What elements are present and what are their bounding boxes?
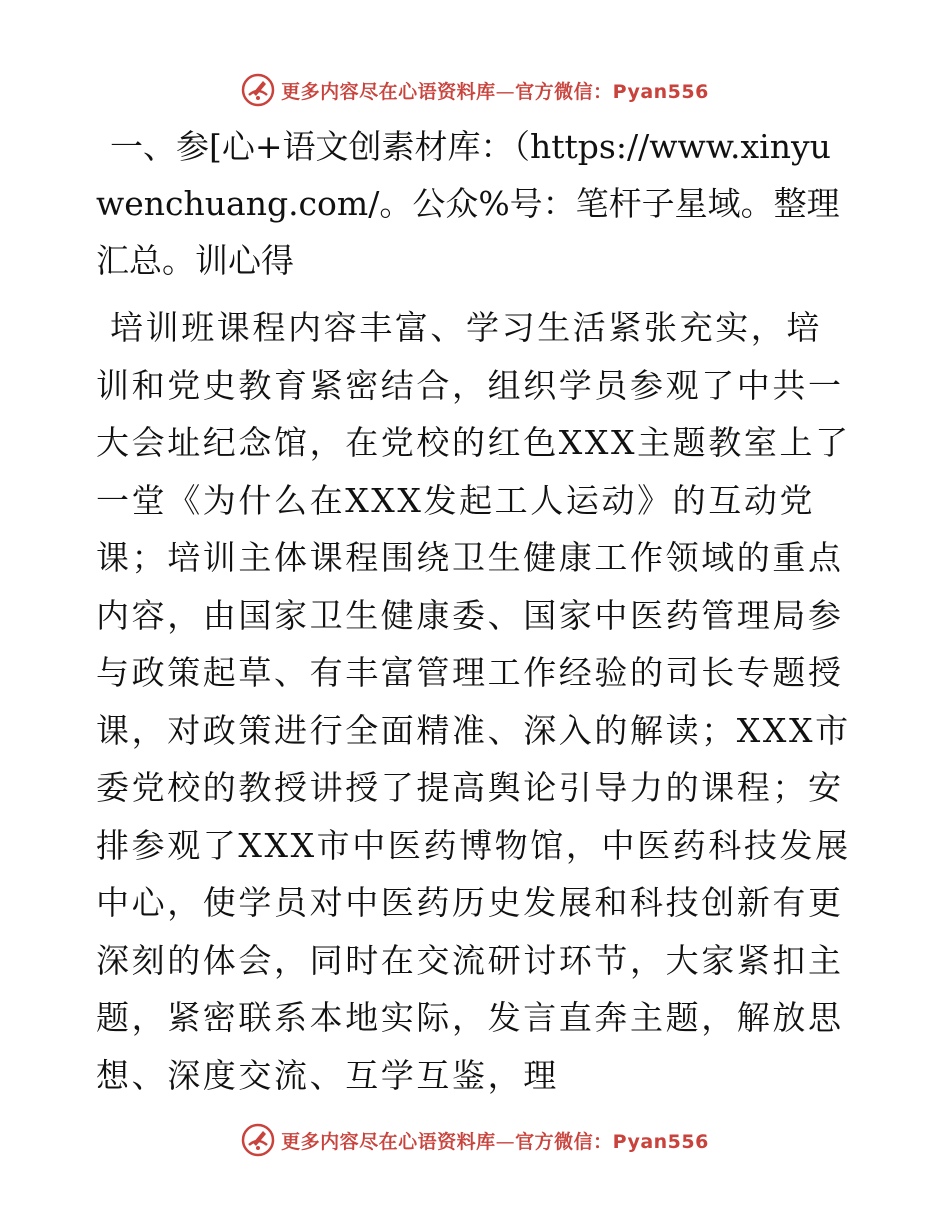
watermark-text: 更多内容尽在心语资料库—官方微信：Pyan556 (281, 1130, 709, 1153)
watermark-text: 更多内容尽在心语资料库—官方微信：Pyan556 (281, 80, 709, 103)
footer-watermark-banner (0, 1120, 950, 1160)
header-watermark-banner (0, 70, 950, 110)
document-body (96, 118, 856, 1104)
pen-book-logo-icon (241, 73, 275, 107)
pen-book-logo-icon (241, 1123, 275, 1157)
section-heading: 一、参[心+语文创素材库：（https://www.xinyuwenchuang.com/。公众%号：笔杆子星域。整理汇总。训心得 (96, 127, 840, 280)
body-paragraph: 培训班课程内容丰富、学习生活紧张充实，培训和党史教育紧密结合，组织学员参观了中共一大会址纪念馆，在党校的红色XXX主题教室上了一堂《为什么在XXX发起工人运动》的互动党课；培训主体课程围绕卫生健康工作领域的重点内容，由国家卫生健康委、国家中医药管理局参与政策起草、有丰富管理工作经验的司长专题授课，对政策进行全面精准、深入的解读；XXX市委党校的教授讲授了提高舆论引导力的课程；安排参观了XXX市中医药博物馆，中医药科技发展中心，使学员对中医药历史发展和科技创新有更深刻的体会，同时在交流研讨环节，大家紧扣主题，紧密联系本地实际，发言直奔主题，解放思想、深度交流、互学互鉴，理 (96, 308, 851, 1095)
